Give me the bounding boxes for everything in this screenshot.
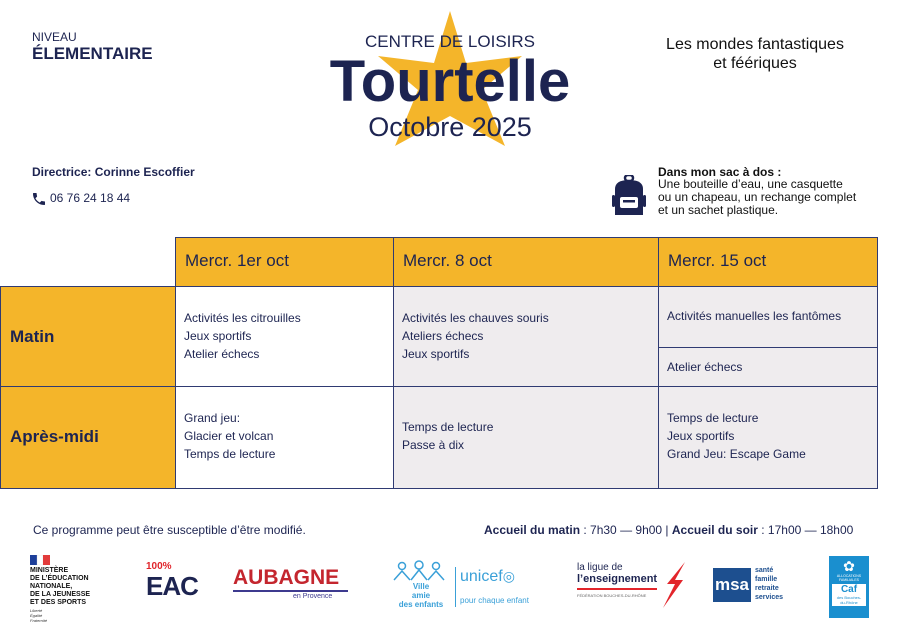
msa-badge: msa (713, 568, 751, 602)
ministere-line: DE LA JEUNESSE (30, 591, 91, 598)
accueil-soir-value: : 17h00 — 18h00 (757, 523, 854, 537)
msa-line: services (755, 594, 784, 601)
sac-line: ou un chapeau, un rechange complet (658, 190, 857, 204)
month-title: Octobre 2025 (368, 112, 532, 142)
activity: Temps de lecture (402, 420, 494, 434)
ligue-line1: la ligue de (577, 562, 623, 573)
ville-line: des enfants (398, 600, 444, 609)
activity: Ateliers échecs (402, 329, 484, 343)
activity: Atelier échecs (184, 347, 260, 361)
table-cell (393, 286, 659, 387)
niveau-label: NIVEAU (32, 30, 77, 44)
eac-text: EAC (146, 571, 198, 601)
accueil-soir-label: Accueil du soir (671, 523, 758, 537)
phone-icon (31, 191, 47, 207)
sac-line: Une bouteille d’eau, une casquette (658, 177, 843, 191)
caf-line: des Bouches- (836, 595, 862, 600)
msa-logo (713, 566, 803, 608)
table-cell (393, 386, 659, 489)
ministere-line: DE L’ÉDUCATION (30, 575, 89, 582)
table-cell (175, 386, 394, 489)
ministere-line: ET DES SPORTS (30, 599, 87, 606)
theme-title (640, 35, 870, 73)
ministere-logo (30, 555, 120, 623)
directrice: Directrice: Corinne Escoffier (32, 165, 195, 179)
unicef-text: unicef (460, 568, 503, 585)
theme-line: et féériques (713, 55, 797, 72)
caf-figures-icon: ✿ (843, 558, 855, 574)
activity: Temps de lecture (667, 411, 759, 425)
caf-line: ALLOCATIONS (836, 574, 862, 578)
col-header: Mercr. 8 oct (393, 237, 659, 287)
table-cell (658, 386, 878, 489)
row-header-apres-midi: Après-midi (0, 386, 176, 489)
accueil-hours (484, 523, 853, 537)
aubagne-logo (233, 567, 353, 607)
sac-text (658, 178, 883, 217)
flag-icon (30, 555, 50, 565)
sac-title: Dans mon sac à dos : (658, 165, 782, 179)
aubagne-sub: en Provence (293, 593, 333, 600)
ligue-line2: l’enseignement (577, 573, 658, 585)
table-cell (658, 286, 878, 348)
centre-title: CENTRE DE LOISIRS (364, 32, 536, 51)
niveau-value: ÉLEMENTAIRE (32, 44, 153, 63)
theme-line: Les mondes fantastiques (666, 36, 844, 53)
activity: Jeux sportifs (184, 329, 252, 343)
msa-line: santé (755, 567, 774, 574)
centre-name: Tourtelle (329, 49, 571, 114)
activity: Grand jeu: (184, 411, 241, 425)
col-header: Mercr. 15 oct (658, 237, 878, 287)
activity: Passe à dix (402, 438, 465, 452)
globe-icon: ◎ (502, 568, 515, 584)
msa-line: famille (755, 576, 778, 583)
col-header: Mercr. 1er oct (175, 237, 394, 287)
activity: Atelier échecs (667, 360, 743, 374)
ligue-sub: FÉDÉRATION BOUCHES-DU-RHÔNE (577, 593, 647, 598)
accueil-matin-value: : 7h30 — 9h00 | (580, 523, 672, 537)
eac-logo (146, 562, 196, 607)
caf-text: Caf (840, 584, 858, 595)
caf-line: FAMILIALES (838, 578, 860, 582)
activity: Grand Jeu: Escape Game (667, 447, 806, 461)
caf-line: du-Rhône (840, 600, 858, 605)
msa-line: retraite (755, 585, 779, 592)
unicef-logo (455, 567, 537, 607)
ville-amie-logo (390, 560, 452, 615)
ministere-line: MINISTÈRE (30, 567, 69, 574)
children-icon (390, 560, 448, 582)
caf-logo (829, 556, 869, 618)
accueil-matin-label: Accueil du matin (484, 523, 581, 537)
ligue-logo (577, 562, 687, 612)
eac-top: 100% (146, 561, 172, 572)
unicef-sub: pour chaque enfant (460, 596, 529, 605)
activity: Glacier et volcan (184, 429, 274, 443)
motto-line: Égalité (30, 613, 43, 618)
activity: Temps de lecture (184, 447, 276, 461)
ville-line: Ville (412, 582, 430, 591)
disclaimer-note: Ce programme peut être susceptible d’être modifié. (33, 523, 306, 537)
motto-line: Liberté (30, 608, 43, 613)
phone-number: 06 76 24 18 44 (50, 191, 131, 205)
table-cell (175, 286, 394, 387)
ligue-arrow-icon (661, 562, 687, 610)
motto-line: Fraternité (30, 618, 48, 623)
sac-line: et un sachet plastique. (658, 203, 779, 217)
aubagne-text: AUBAGNE (233, 566, 340, 589)
activity: Activités manuelles les fantômes (667, 309, 842, 323)
backpack-icon (611, 175, 647, 217)
activity: Activités les chauves souris (402, 311, 549, 325)
activity: Jeux sportifs (667, 429, 735, 443)
ministere-line: NATIONALE, (30, 583, 73, 590)
activity: Activités les citrouilles (184, 311, 301, 325)
activity: Jeux sportifs (402, 347, 470, 361)
table-cell (658, 347, 878, 387)
ville-line: amie (411, 591, 431, 600)
row-header-matin: Matin (0, 286, 176, 387)
